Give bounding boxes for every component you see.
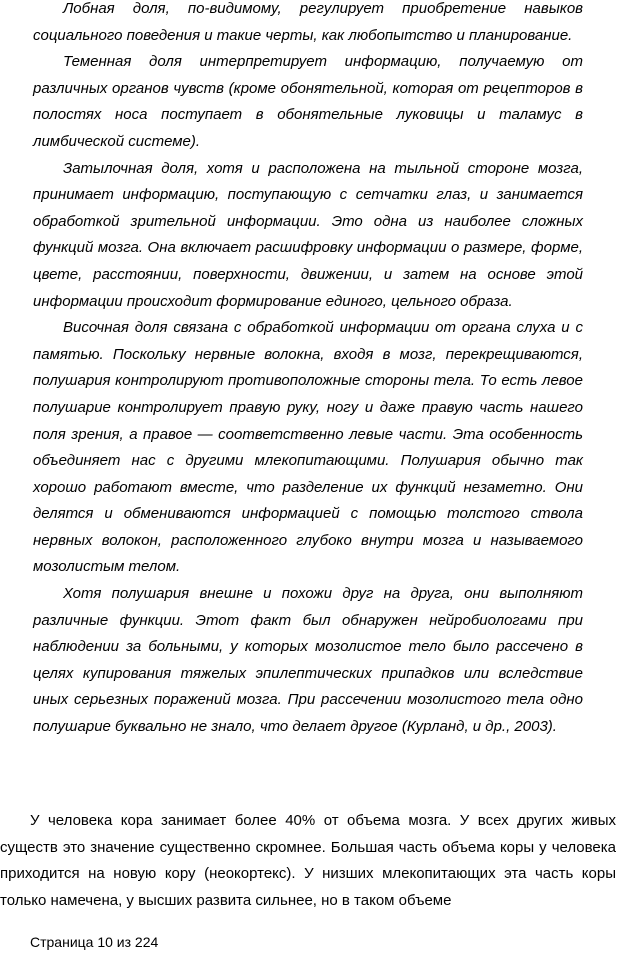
quote-paragraph-frontal-lobe: Лобная доля, по-видимому, регулирует приобретение навыков социального поведения и такие черты, как любопытство и планирование.: [33, 0, 583, 44]
quote-paragraph-temporal-lobe: Височная доля связана с обработкой информации от органа слуха и с памятью. Поскольку нервные волокна, входя в мозг, перекрещиваются, полушария контролируют противоположные стороны тела. То есть левое полушарие контролирует правую руку, ногу и даже правую часть нашего поля зрения, а правое — соответственно левые части. Эта особенность объединяет нас с другими млекопитающими. Полушария обычно так хорошо работают вместе, что разделение их функций незаметно. Они делятся и обмениваются информацией с помощью толстого ствола нервных волокон, расположенного глубоко внутри мозга и называемого мозолистым телом.: [33, 319, 583, 576]
body-paragraph-cortex: У человека кора занимает более 40% от объема мозга. У всех других живых существ это значение существенно скромнее. Большая часть объема коры у человека приходится на новую кору (неокортекс). У низших млекопитающих эта часть коры только намечена, у высших развита сильнее, но в таком объеме: [0, 812, 616, 909]
page-number-footer: Страница 10 из 224: [30, 934, 159, 950]
quote-paragraph-hemispheres: Хотя полушария внешне и похожи друг на друга, они выполняют различные функции. Этот факт был обнаружен нейробиологами при наблюдении за больными, у которых мозолистое тело было рассечено в целях купирования тяжелых эпилептических припадков или вследствие иных серьезных поражений мозга. При рассечении мозолистого тела одно полушарие буквально не знало, что делает другое (Курланд, и др., 2003).: [33, 585, 583, 736]
quote-paragraph-occipital-lobe: Затылочная доля, хотя и расположена на тыльной стороне мозга, принимает информацию, поступающую с сетчатки глаз, и занимается обработкой зрительной информации. Это одна из наиболее сложных функций мозга. Она включает расшифровку информации о размере, форме, цвете, расстоянии, поверхности, движении, и затем на основе этой информации происходит формирование единого, цельного образа.: [33, 159, 583, 310]
quote-paragraph-parietal-lobe: Теменная доля интерпретирует информацию, получаемую от различных органов чувств (кроме обонятельной, которая от рецепторов в полостях носа поступает в обонятельные луковицы и таламус в лимбической системе).: [33, 53, 583, 150]
quoted-passage: [33, 0, 583, 741]
main-body-text: [0, 808, 616, 914]
